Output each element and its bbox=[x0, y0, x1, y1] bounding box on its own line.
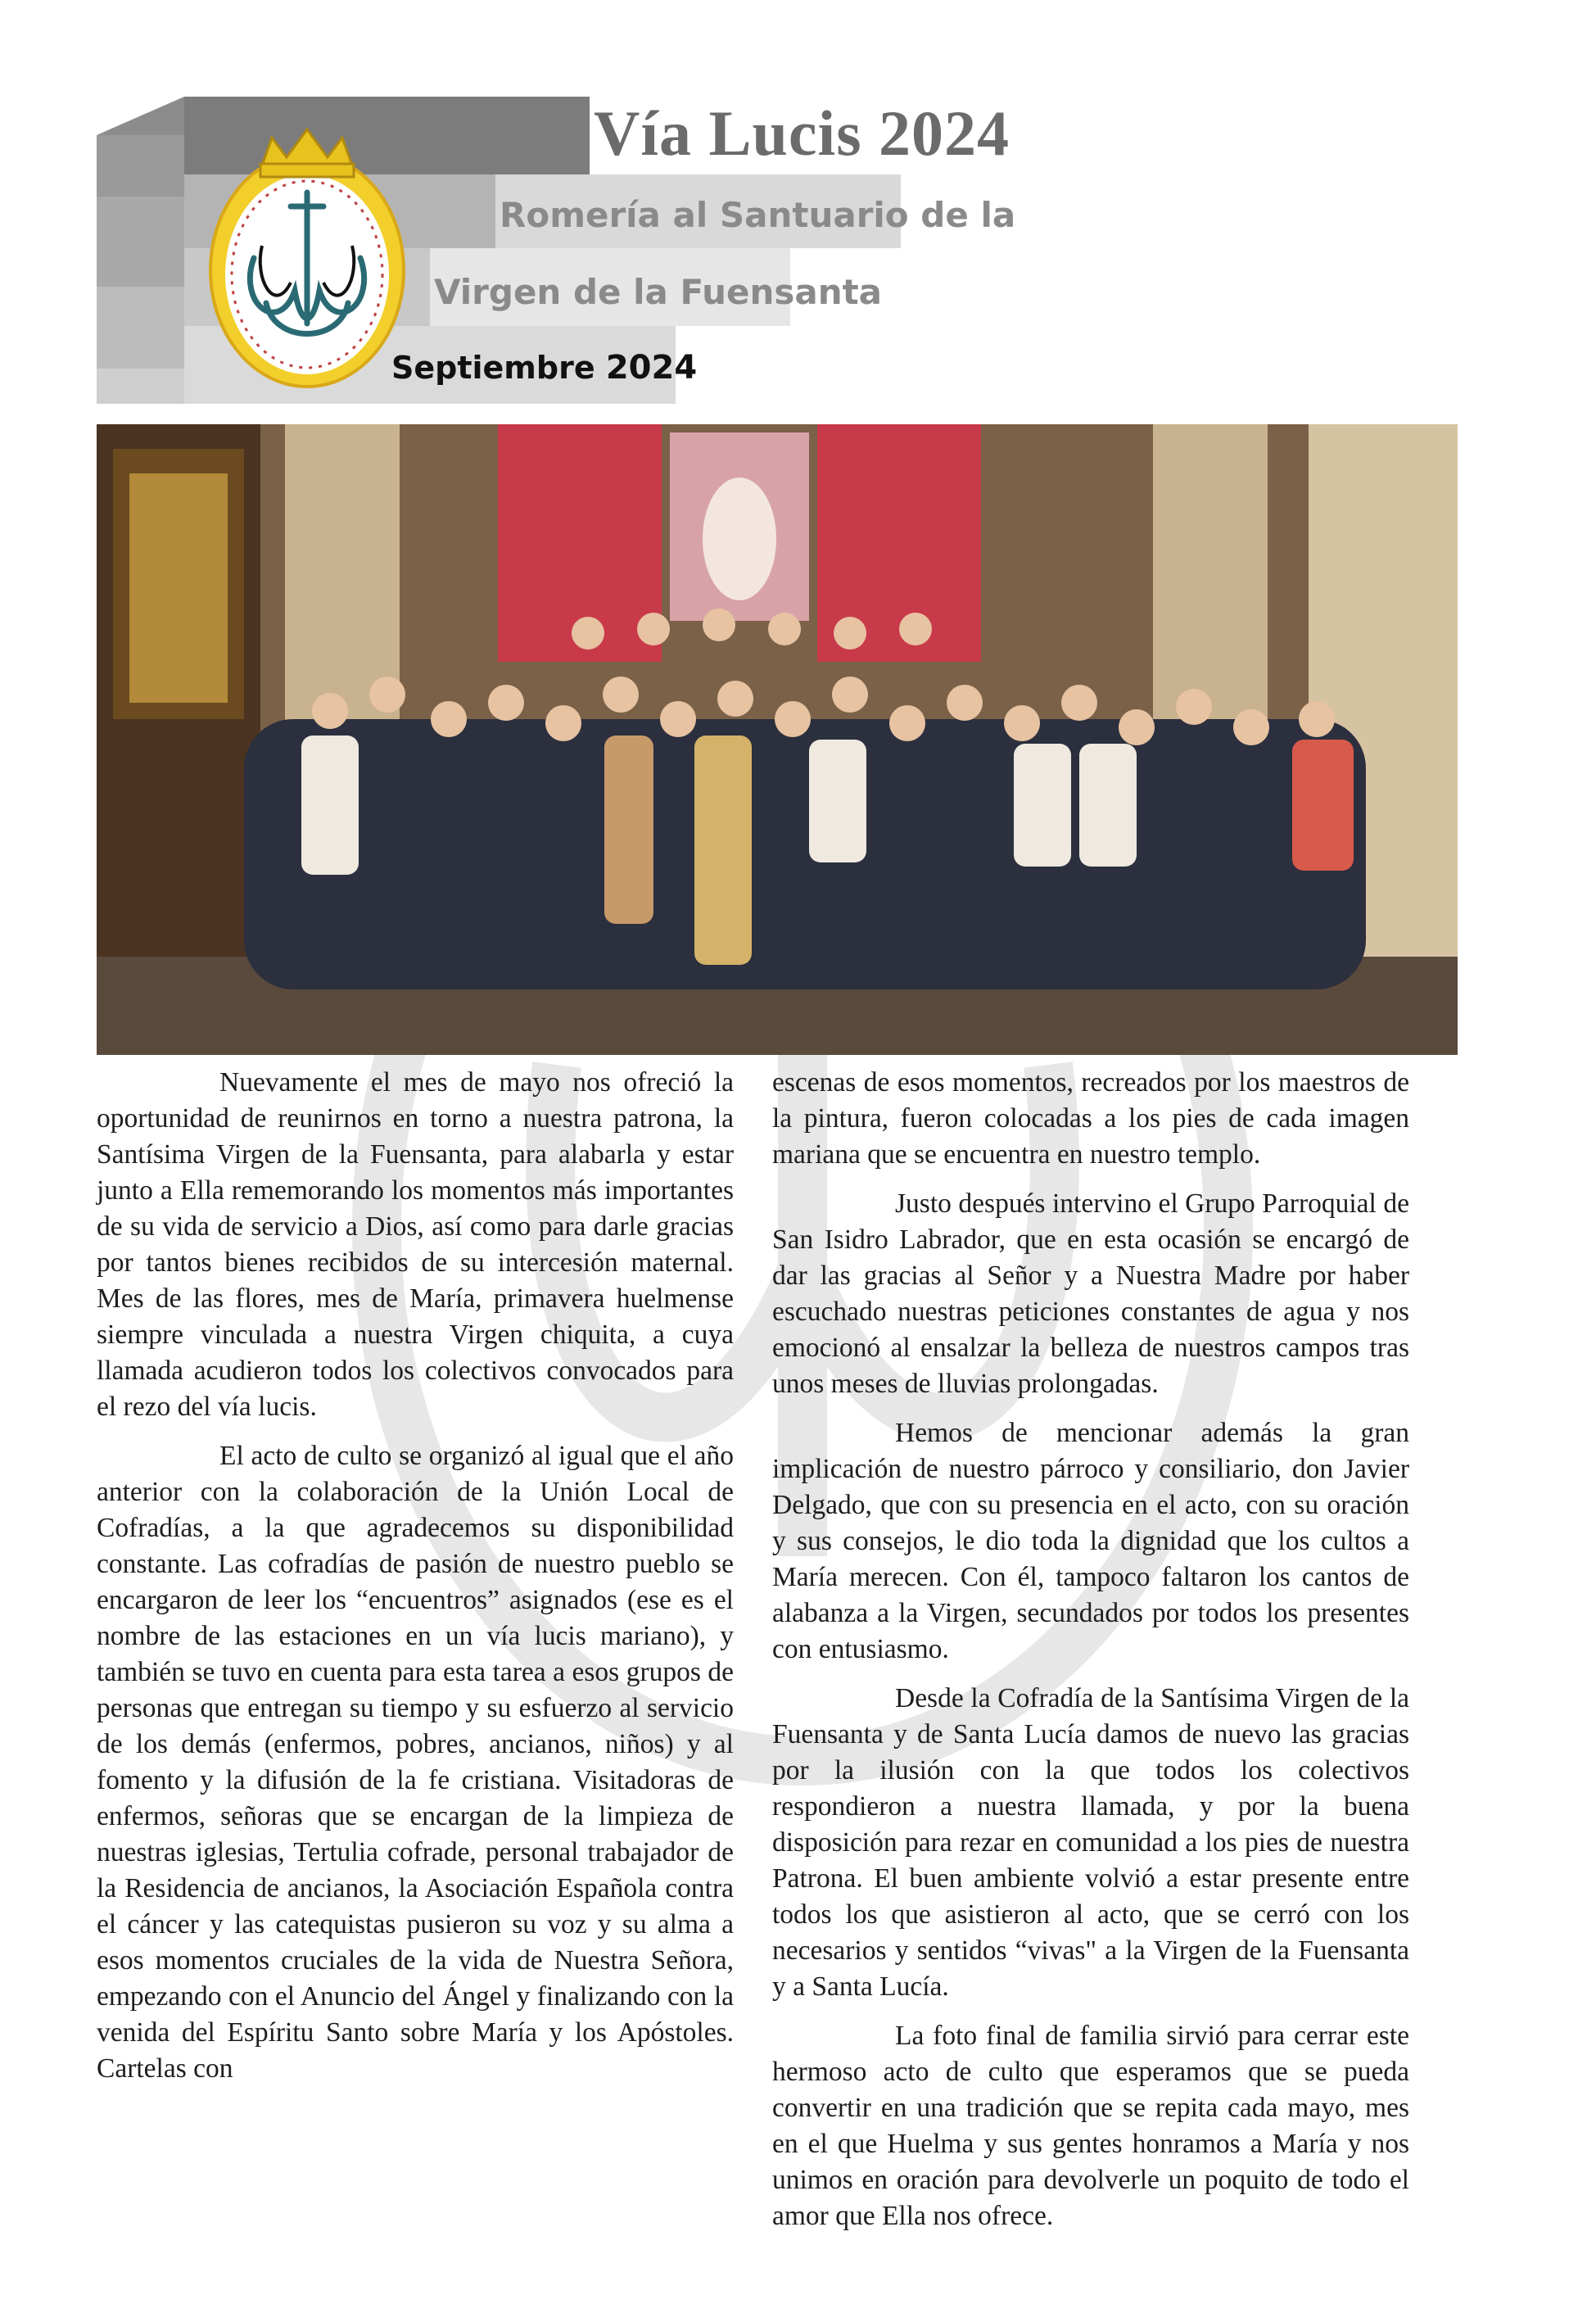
date-label bbox=[391, 349, 697, 387]
paragraph: Nuevamente el mes de mayo nos ofreció la oportunidad de reunirnos en torno a nuestra patrona, la Santísima Virgen de la Fuensanta, para alabarla y estar junto a Ella rememorando los momentos más importantes de su vida de servicio a Dios, así como para darle gracias por tantos bienes recibidos de su intercesión maternal. Mes de las flores, mes de María, primavera huelmense siempre vinculada a nuestra Virgen chiquita, a cuya llamada acudieron todos los colectivos convocados para el rezo del vía lucis. bbox=[97, 1067, 734, 1422]
group-photo bbox=[97, 424, 1458, 1055]
article-column-left bbox=[97, 1065, 734, 2100]
paragraph: La foto final de familia sirvió para cerrar este hermoso acto de culto que esperamos que se pueda convertir en una tradición que se repita cada mayo, mes en el que Huelma y sus gentes honramos a María y nos unimos en oración para devolverle un poquito de todo el amor que Ella nos ofrece. bbox=[772, 2021, 1409, 2231]
date-month: Septiembre bbox=[391, 350, 606, 386]
page-title: Vía Lucis 2024 bbox=[594, 97, 1010, 169]
header bbox=[0, 0, 1596, 414]
subtitle-line-1: Romería al Santuario de la bbox=[500, 195, 1016, 235]
paragraph: Hemos de mencionar además la gran implicación de nuestro párroco y consiliario, don Javier Delgado, que con su presencia en el acto, con su oración y sus consejos, le dio toda la dignidad que los cultos a María merecen. Con él, tampoco faltaron los cantos de alabanza a la Virgen, secundados por todos los presentes con entusiasmo. bbox=[772, 1418, 1409, 1664]
paragraph: Desde la Cofradía de la Santísima Virgen de la Fuensanta y de Santa Lucía damos de nuevo las gracias por la ilusión con la que todos los colectivos respondieron a nuestra llamada, y por la buena disposición para rezar en comunidad a los pies de nuestra Patrona. El buen ambiente volvió a estar presente entre todos los que asistieron al acto, que se cerró con los necesarios y sentidos “vivas" a la Virgen de la Fuensanta y a Santa Lucía. bbox=[772, 1683, 1409, 2002]
subtitle-line-2: Virgen de la Fuensanta bbox=[434, 272, 883, 312]
article-column-right bbox=[772, 1065, 1409, 2247]
cofradia-emblem-icon bbox=[205, 115, 409, 393]
date-year: 2024 bbox=[605, 349, 698, 387]
paragraph: El acto de culto se organizó al igual que el año anterior con la colaboración de la Unión Local de Cofradías, a la que agradecemos su disponibilidad constante. Las cofradías de pasión de nuestro pueblo se encargaron de leer los “encuentros” asignados (ese es el nombre de las estaciones en un vía lucis mariano), y también se tuvo en cuenta para esta tarea a esos grupos de personas que entregan su tiempo y su esfuerzo al servicio de los demás (enfermos, pobres, ancianos, niños) y al fomento y la difusión de la fe cristiana. Visitadoras de enfermos, señoras que se encargan de la limpieza de nuestras iglesias, Tertulia cofrade, personal trabajador de la Residencia de ancianos, la Asociación Española contra el cáncer y las catequistas pusieron su voz y su alma a esos momentos cruciales de la vida de Nuestra Señora, empezando con el Anuncio del Ángel y finalizando con la venida del Espíritu Santo sobre María y los Apóstoles. Cartelas con bbox=[97, 1441, 734, 2084]
group-photo-icon bbox=[97, 424, 1458, 1055]
paragraph: Justo después intervino el Grupo Parroquial de San Isidro Labrador, que en esta ocasión se encargó de dar las gracias al Señor y a Nuestra Madre por haber escuchado nuestras peticiones constantes de agua y nos emocionó al ensalzar la belleza de nuestros campos tras unos meses de lluvias prolongadas. bbox=[772, 1188, 1409, 1399]
paragraph-continuation: escenas de esos momentos, recreados por los maestros de la pintura, fueron colocadas a los pies de cada imagen mariana que se encuentra en nuestro templo. bbox=[772, 1067, 1409, 1170]
